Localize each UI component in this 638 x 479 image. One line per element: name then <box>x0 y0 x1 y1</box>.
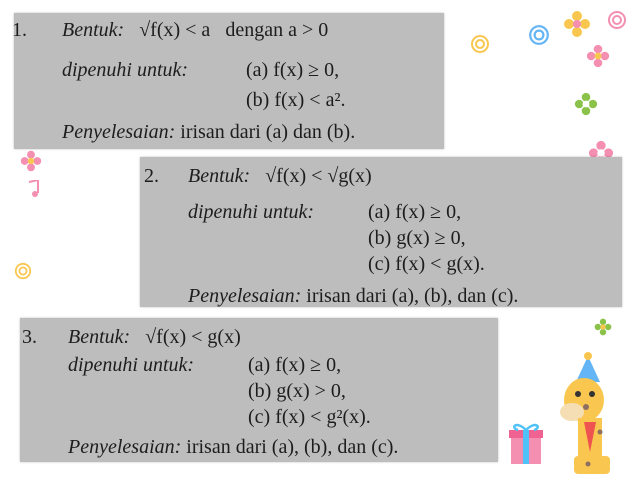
rule-number: 1. <box>12 19 27 41</box>
solution-line <box>188 285 518 307</box>
spiral-icon <box>528 24 550 46</box>
flower-icon <box>586 44 610 68</box>
rule-form-line <box>62 19 328 41</box>
inequality-expression: √f(x) < a <box>139 19 211 41</box>
satisfied-label: dipenuhi untuk: <box>62 59 189 81</box>
solution-text: irisan dari (a) dan (b). <box>180 121 356 143</box>
inequality-expression: √f(x) < √g(x) <box>265 165 372 187</box>
rule-form-line <box>68 326 241 348</box>
satisfied-label: dipenuhi untuk: <box>188 201 315 223</box>
rule-number: 3. <box>22 326 37 348</box>
gift-icon <box>506 420 546 466</box>
solution-line <box>68 436 398 458</box>
flower-icon <box>594 318 612 336</box>
flower-icon <box>20 150 42 172</box>
spiral-icon <box>14 262 32 280</box>
solution-label: Penyelesaian: <box>188 285 302 307</box>
condition-b: (b) g(x) ≥ 0, <box>368 227 466 249</box>
form-label: Bentuk: <box>188 165 251 187</box>
form-label: Bentuk: <box>68 326 131 348</box>
condition-a: (a) f(x) ≥ 0, <box>248 354 342 376</box>
music-note-icon <box>24 180 40 200</box>
inequality-expression: √f(x) < g(x) <box>145 326 241 348</box>
condition-c: (c) f(x) < g²(x). <box>248 406 371 428</box>
condition-b: (b) g(x) > 0, <box>248 380 346 402</box>
rule-card-3 <box>20 318 498 462</box>
giraffe-mascot <box>548 352 638 476</box>
rule-card-2 <box>140 157 622 307</box>
flower-icon <box>574 92 598 116</box>
flower-icon <box>563 10 591 38</box>
solution-line <box>62 121 355 143</box>
condition-c: (c) f(x) < g(x). <box>368 253 485 275</box>
form-label: Bentuk: <box>62 19 125 41</box>
solution-label: Penyelesaian: <box>62 121 176 143</box>
condition-text: dengan a > 0 <box>225 19 329 41</box>
solution-label: Penyelesaian: <box>68 436 182 458</box>
spiral-icon <box>470 34 490 54</box>
rule-form-line <box>188 165 372 187</box>
condition-a: (a) f(x) ≥ 0, <box>246 59 340 81</box>
satisfied-label: dipenuhi untuk: <box>68 354 195 376</box>
spiral-icon <box>607 10 627 30</box>
solution-text: irisan dari (a), (b), dan (c). <box>186 436 399 458</box>
condition-a: (a) f(x) ≥ 0, <box>368 201 462 223</box>
rule-number: 2. <box>144 165 159 187</box>
solution-text: irisan dari (a), (b), dan (c). <box>306 285 519 307</box>
condition-b: (b) f(x) < a². <box>246 89 346 111</box>
rule-card-1 <box>14 13 444 149</box>
